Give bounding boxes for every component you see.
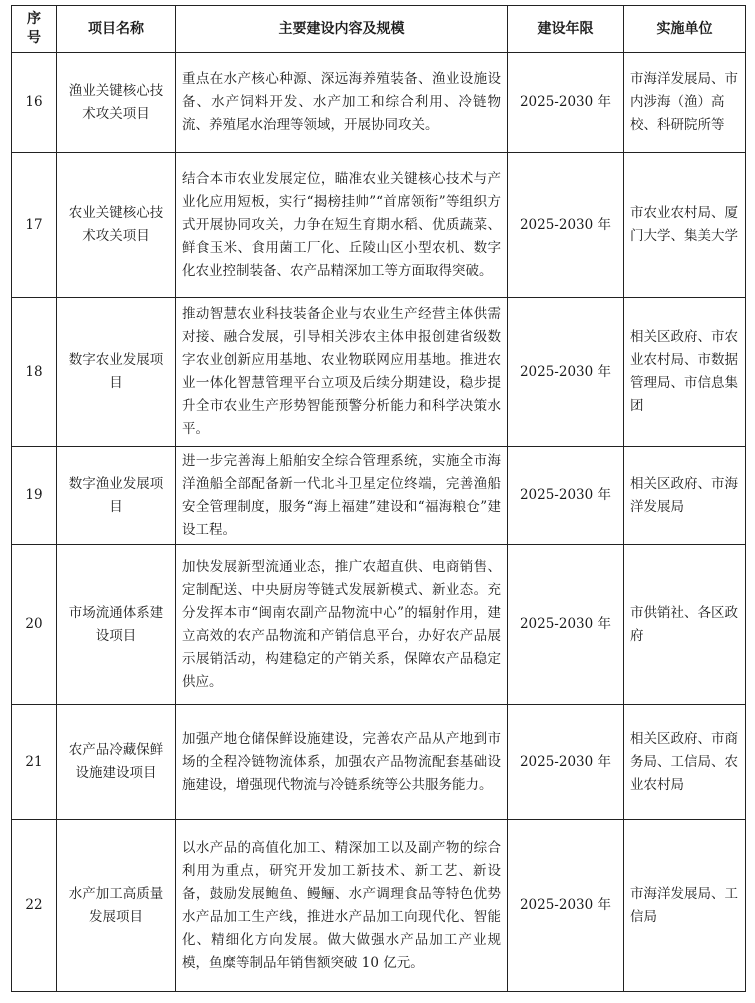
row-num: 21 [12,705,57,820]
table-row [12,53,746,153]
row-name: 数字农业发展项目 [57,298,176,447]
table-row [12,545,746,705]
row-content: 推动智慧农业科技装备企业与农业生产经营主体供需对接、融合发展，引导相关涉农主体申报创建省级数字农业创新应用基地、农业物联网应用基地。推进农业一体化智慧管理平台立项及后续分期建设，稳步提升全市农业生产形势智能预警分析能力和科学决策水平。 [176,298,508,447]
row-num: 17 [12,153,57,298]
row-unit: 相关区政府、市商务局、工信局、农业农村局 [624,705,746,820]
row-period: 2025-2030 年 [508,705,624,820]
row-unit: 市海洋发展局、工信局 [624,820,746,992]
row-name: 数字渔业发展项目 [57,447,176,545]
row-name: 水产加工高质量发展项目 [57,820,176,992]
row-period: 2025-2030 年 [508,53,624,153]
row-unit: 相关区政府、市海洋发展局 [624,447,746,545]
row-unit: 市农业农村局、厦门大学、集美大学 [624,153,746,298]
table-row [12,820,746,992]
header-num-line2: 号 [27,30,41,46]
header-period: 建设年限 [508,6,624,53]
row-content: 以水产品的高值化加工、精深加工以及副产物的综合利用为重点，研究开发加工新技术、新工艺、新设备，鼓励发展鲍鱼、鳗鲡、水产调理食品等特色优势水产品加工生产线，推进水产品加工向现代化、智能化、精细化方向发展。做大做强水产品加工产业规模，鱼糜等制品年销售额突破 10 亿元。 [176,820,508,992]
row-period: 2025-2030 年 [508,298,624,447]
row-name: 农产品冷藏保鲜设施建设项目 [57,705,176,820]
row-num: 19 [12,447,57,545]
table-header-row [12,6,746,53]
table-row [12,447,746,545]
table-row [12,153,746,298]
row-content: 结合本市农业发展定位，瞄准农业关键核心技术与产业化应用短板，实行“揭榜挂帅”“首席领衔”等组织方式开展协同攻关，力争在短生育期水稻、优质蔬菜、鲜食玉米、食用菌工厂化、丘陵山区小型农机、数字化农业控制装备、农产品精深加工等方面取得突破。 [176,153,508,298]
header-num [12,6,57,53]
header-unit: 实施单位 [624,6,746,53]
row-num: 22 [12,820,57,992]
row-content: 重点在水产核心种源、深远海养殖装备、渔业设施设备、水产饲料开发、水产加工和综合利用、冷链物流、养殖尾水治理等领域，开展协同攻关。 [176,53,508,153]
row-period: 2025-2030 年 [508,447,624,545]
row-period: 2025-2030 年 [508,545,624,705]
row-unit: 相关区政府、市农业农村局、市数据管理局、市信息集团 [624,298,746,447]
header-name: 项目名称 [57,6,176,53]
row-num: 18 [12,298,57,447]
row-unit: 市供销社、各区政府 [624,545,746,705]
row-period: 2025-2030 年 [508,153,624,298]
row-num: 16 [12,53,57,153]
table-row [12,298,746,447]
table-row [12,705,746,820]
header-content: 主要建设内容及规模 [176,6,508,53]
row-name: 农业关键核心技术攻关项目 [57,153,176,298]
row-num: 20 [12,545,57,705]
row-name: 渔业关键核心技术攻关项目 [57,53,176,153]
header-num-line1: 序 [27,11,41,27]
row-content: 加快发展新型流通业态，推广农超直供、电商销售、定制配送、中央厨房等链式发展新模式、新业态。充分发挥本市“闽南农副产品物流中心”的辐射作用，建立高效的农产品物流和产销信息平台，办好农产品展示展销活动，构建稳定的产销关系，保障农产品稳定供应。 [176,545,508,705]
row-name: 市场流通体系建设项目 [57,545,176,705]
row-content: 进一步完善海上船舶安全综合管理系统，实施全市海洋渔船全部配备新一代北斗卫星定位终端，完善渔船安全管理制度，服务“海上福建”建设和“福海粮仓”建设工程。 [176,447,508,545]
project-table [11,5,746,992]
row-unit: 市海洋发展局、市内涉海（渔）高校、科研院所等 [624,53,746,153]
row-period: 2025-2030 年 [508,820,624,992]
row-content: 加强产地仓储保鲜设施建设，完善农产品从产地到市场的全程冷链物流体系，加强农产品物流配套基础设施建设，增强现代物流与冷链系统等公共服务能力。 [176,705,508,820]
